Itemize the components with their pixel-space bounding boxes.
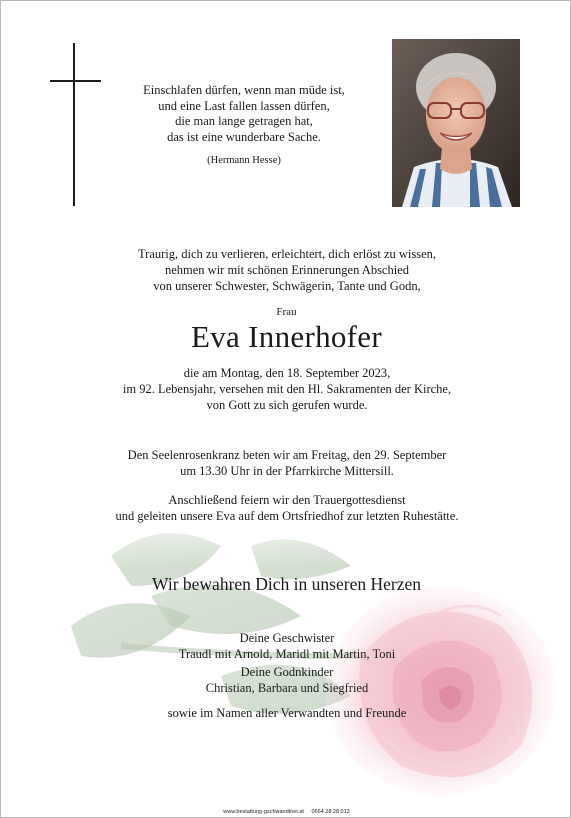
- service-line: Anschließend feiern wir den Trauergottesdienst: [168, 493, 406, 507]
- rosary-info: [61, 447, 513, 479]
- siblings-names: Traudl mit Arnold, Maridl mit Martin, Toni: [178, 646, 396, 661]
- portrait-photo-image: [392, 39, 520, 207]
- intro-text: [61, 246, 513, 294]
- godchildren-names: Christian, Barbara und Siegfried: [205, 680, 369, 695]
- death-info-line: im 92. Lebensjahr, versehen mit den Hl. Sakramenten der Kirche,: [122, 382, 452, 396]
- portrait-photo: [392, 39, 520, 207]
- footer: [1, 809, 571, 815]
- intro-line: von unserer Schwester, Schwägerin, Tante und Godn,: [153, 279, 421, 293]
- service-line: und geleiten unsere Eva auf dem Ortsfriedhof zur letzten Ruhestätte.: [115, 509, 459, 523]
- poem-line: die man lange getragen hat,: [175, 114, 313, 128]
- intro-line: Traurig, dich zu verlieren, erleichtert, dich erlöst zu wissen,: [137, 247, 437, 261]
- mourners: [61, 631, 513, 722]
- poem-line: das ist eine wunderbare Sache.: [167, 129, 321, 144]
- poem-line: und eine Last fallen lassen dürfen,: [158, 98, 330, 113]
- intro-line: nehmen wir mit schönen Erinnerungen Abschied: [164, 263, 410, 277]
- rosary-line: Den Seelenrosenkranz beten wir am Freitag, den 29. September: [127, 448, 447, 462]
- poem-author: (Hermann Hesse): [207, 155, 281, 166]
- death-info: [61, 365, 513, 413]
- poem-line: Einschlafen dürfen, wenn man müde ist,: [143, 83, 345, 97]
- others-line: sowie im Namen aller Verwandten und Freunde: [167, 706, 407, 720]
- godchildren-title: Deine Godnkinder: [240, 665, 334, 679]
- service-info: [61, 492, 513, 524]
- footer-website[interactable]: www.bestattung-gschwandtner.at: [223, 809, 304, 815]
- siblings-title: Deine Geschwister: [239, 631, 335, 645]
- death-info-line: die am Montag, den 18. September 2023,: [183, 366, 391, 380]
- salutation: Frau: [276, 306, 297, 318]
- death-info-line: von Gott zu sich gerufen wurde.: [206, 398, 368, 412]
- rosary-line: um 13.30 Uhr in der Pfarrkirche Mittersill.: [180, 464, 394, 478]
- poem: [101, 83, 387, 169]
- cross-icon: [73, 43, 75, 206]
- footer-phone: 0664 28 28 013: [311, 809, 350, 815]
- cross-icon-bar: [50, 80, 101, 82]
- deceased-name: Eva Innerhofer: [191, 319, 382, 354]
- motto: Wir bewahren Dich in unseren Herzen: [152, 574, 421, 594]
